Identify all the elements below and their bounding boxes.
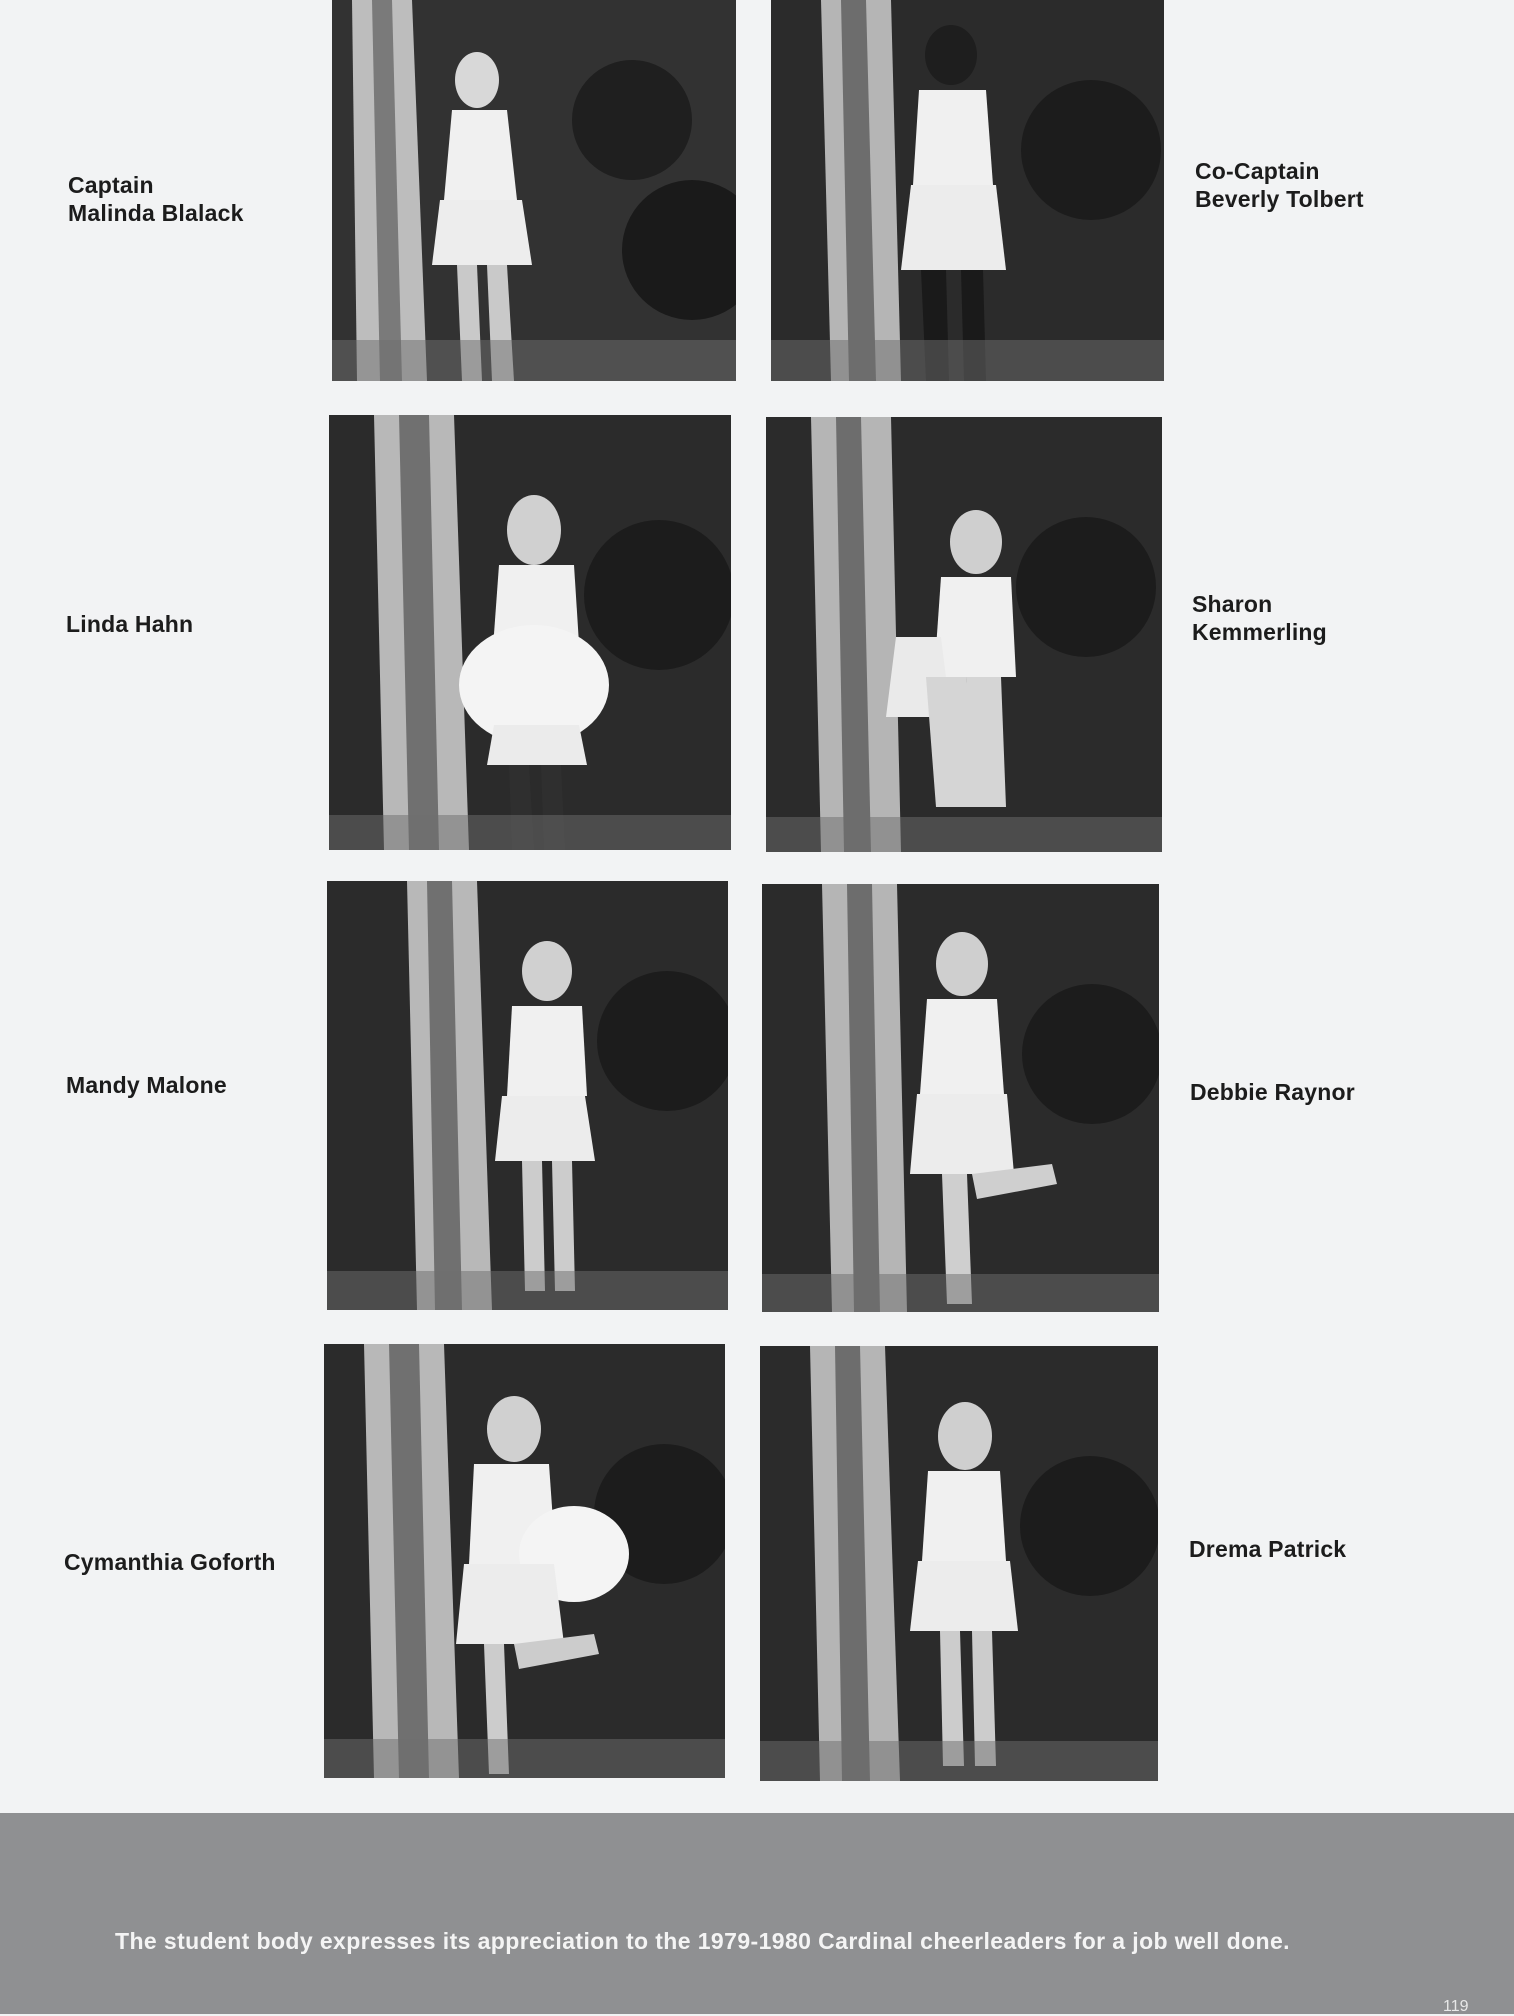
caption-line: Sharon [1192, 591, 1273, 617]
caption-mandy-malone [66, 1071, 227, 1099]
photo-sharon-kemmerling [766, 417, 1162, 852]
caption-line: Linda Hahn [66, 611, 194, 637]
photo-mandy-malone [327, 881, 728, 1310]
caption-debbie-raynor [1190, 1078, 1355, 1106]
photo-image [766, 417, 1162, 852]
photo-beverly-tolbert [771, 0, 1164, 381]
photo-cymanthia-goforth [324, 1344, 725, 1778]
caption-line: Beverly Tolbert [1195, 186, 1364, 212]
photo-drema-patrick [760, 1346, 1158, 1781]
caption-malinda-blalack [68, 171, 244, 227]
photo-debbie-raynor [762, 884, 1159, 1312]
caption-cymanthia-goforth [64, 1548, 276, 1576]
photo-malinda-blalack [332, 0, 736, 381]
caption-line: Malinda Blalack [68, 200, 244, 226]
caption-beverly-tolbert [1195, 157, 1364, 213]
photo-image [329, 415, 731, 850]
photo-image [762, 884, 1159, 1312]
caption-line: Co-Captain [1195, 158, 1320, 184]
page-number: 119 [1443, 1998, 1469, 2015]
caption-line: Debbie Raynor [1190, 1079, 1355, 1105]
caption-sharon-kemmerling [1192, 590, 1327, 646]
photo-image [332, 0, 736, 381]
caption-drema-patrick [1189, 1535, 1346, 1563]
photo-linda-hahn [329, 415, 731, 850]
caption-line: Drema Patrick [1189, 1536, 1347, 1562]
footer-band [0, 1813, 1514, 2014]
photo-image [327, 881, 728, 1310]
photo-image [760, 1346, 1158, 1781]
caption-line: Mandy Malone [66, 1072, 227, 1098]
footer-caption: The student body expresses its appreciation to the 1979-1980 Cardinal cheerleaders for a job well done. [115, 1928, 1290, 1954]
caption-linda-hahn [66, 610, 193, 638]
photo-image [771, 0, 1164, 381]
caption-line: Kemmerling [1192, 619, 1327, 645]
photo-image [324, 1344, 725, 1778]
caption-line: Cymanthia Goforth [64, 1549, 276, 1575]
caption-line: Captain [68, 172, 154, 198]
